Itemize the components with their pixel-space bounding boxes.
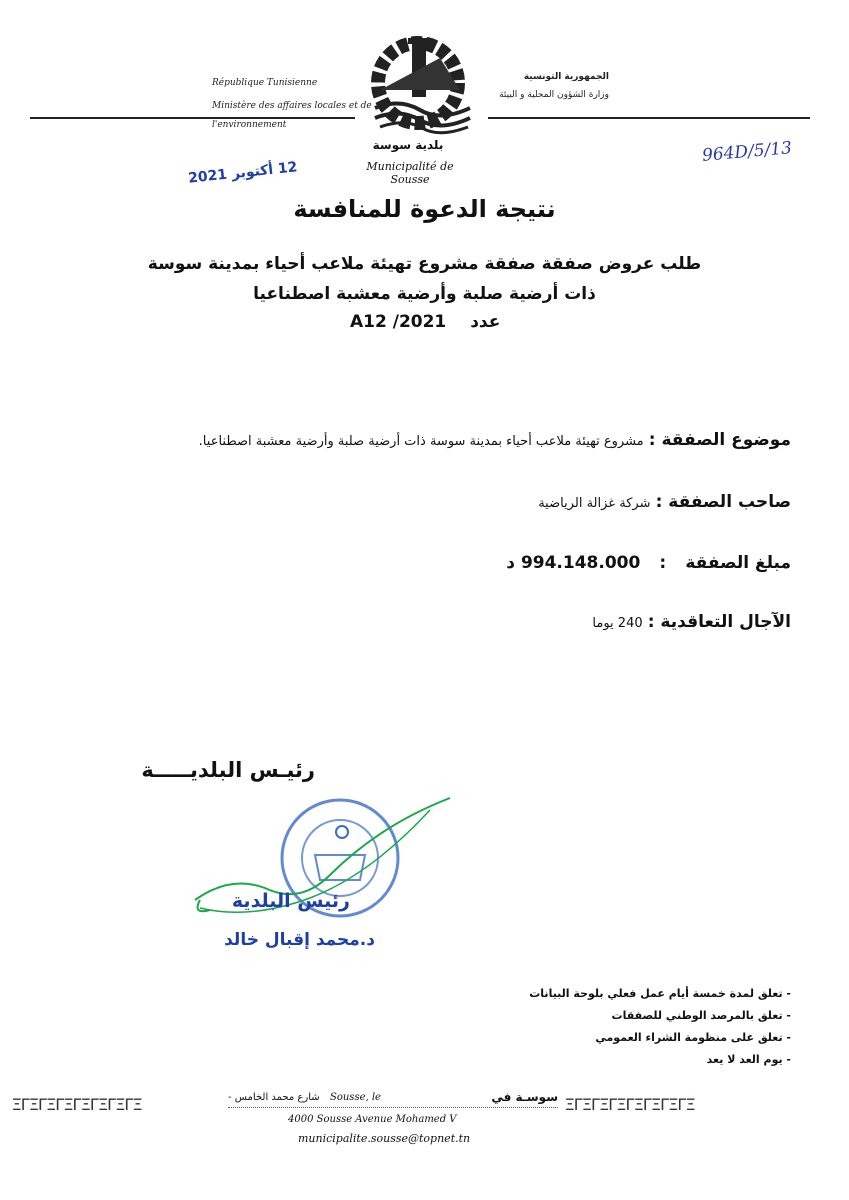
stamp-seal-icon	[190, 780, 460, 950]
amount-label: مبلغ الصفقة	[685, 553, 791, 573]
header-fr-line3: l'environnement	[212, 120, 287, 130]
subject-value: مشروع تهيئة ملاعب أحياء بمدينة سوسة ذات أرضية صلبة وأرضية معشبة اصطناعيا.	[198, 434, 644, 449]
footer-pattern-right: ΞΓΞΓΞΓΞΓΞΓΞΓΞΓΞ	[565, 1095, 695, 1114]
deadline-value: 240 يوما	[592, 616, 643, 631]
tender-number-label: عدد	[470, 312, 501, 332]
header-rule-right	[488, 117, 810, 119]
field-deadline	[592, 612, 791, 632]
header-ar-line1: الجمهورية التونسية	[523, 72, 609, 82]
note-item: - تعلق بالمرصد الوطني للصفقات	[611, 1009, 791, 1022]
logo-arabic-label: بلدية سوسة	[372, 138, 444, 152]
subject-label: موضوع الصفقة :	[648, 430, 791, 450]
footer-place-ar: سوسـة في	[491, 1090, 558, 1104]
header-fr-line2: Ministère des affaires locales et de	[212, 101, 372, 111]
official-stamp	[190, 780, 460, 950]
tender-number	[350, 312, 500, 332]
note-item: - تعلق لمدة خمسة أيام عمل فعلي بلوحة البيانات	[529, 987, 791, 1000]
footer-address-ar: شارع محمد الخامس -	[228, 1092, 320, 1103]
document-subtitle-line2: ذات أرضية صلبة وأرضية معشبة اصطناعيا	[253, 284, 596, 304]
field-subject	[199, 430, 791, 450]
note-item: - يوم العد لا يعد	[706, 1053, 791, 1066]
footer-address-fr: 4000 Sousse Avenue Mohamed V	[288, 1114, 457, 1125]
footer-email: municipalite.sousse@topnet.tn	[298, 1132, 471, 1145]
amount-value: 994.148.000 د	[506, 553, 641, 573]
municipality-logo	[360, 28, 485, 143]
footer-pattern-left: ΞΓΞΓΞΓΞΓΞΓΞΓΞΓΞ	[12, 1095, 142, 1114]
stamp-title: رئيس البلدية	[231, 890, 350, 912]
header-fr-line1: République Tunisienne	[212, 78, 318, 88]
logo-french-label: Municipalité de Sousse	[366, 160, 454, 186]
document-title: نتيجة الدعوة للمنافسة	[293, 195, 556, 223]
tender-number-value: A12 /2021	[350, 312, 447, 332]
header-ar-line2: وزارة الشؤون المحلية و البيئة	[499, 90, 609, 100]
note-item: - تعلق على منظومة الشراء العمومي	[595, 1031, 791, 1044]
stamp-name: د.محمد إقبال خالد	[224, 930, 375, 950]
field-owner	[538, 492, 791, 512]
handwritten-reference: 964D/5/13	[701, 138, 793, 166]
header-rule-left	[30, 117, 355, 119]
owner-label: صاحب الصفقة :	[655, 492, 791, 512]
document-subtitle-line1: طلب عروض صفقة صفقة مشروع تهيئة ملاعب أحياء بمدينة سوسة	[147, 254, 702, 274]
footer-place-fr: Sousse, le	[330, 1092, 381, 1103]
mayor-title: رئيـس البلديـــــة	[141, 758, 315, 782]
owner-value: شركة غزالة الرياضية	[538, 496, 651, 511]
logo-emblem-icon	[360, 28, 485, 143]
date-stamp: 12 أكتوبر 2021	[187, 159, 299, 187]
footer-date-line	[228, 1090, 558, 1108]
deadline-label: الآجال التعاقدية :	[647, 612, 791, 632]
amount-separator: :	[659, 553, 667, 573]
field-amount	[506, 553, 791, 573]
